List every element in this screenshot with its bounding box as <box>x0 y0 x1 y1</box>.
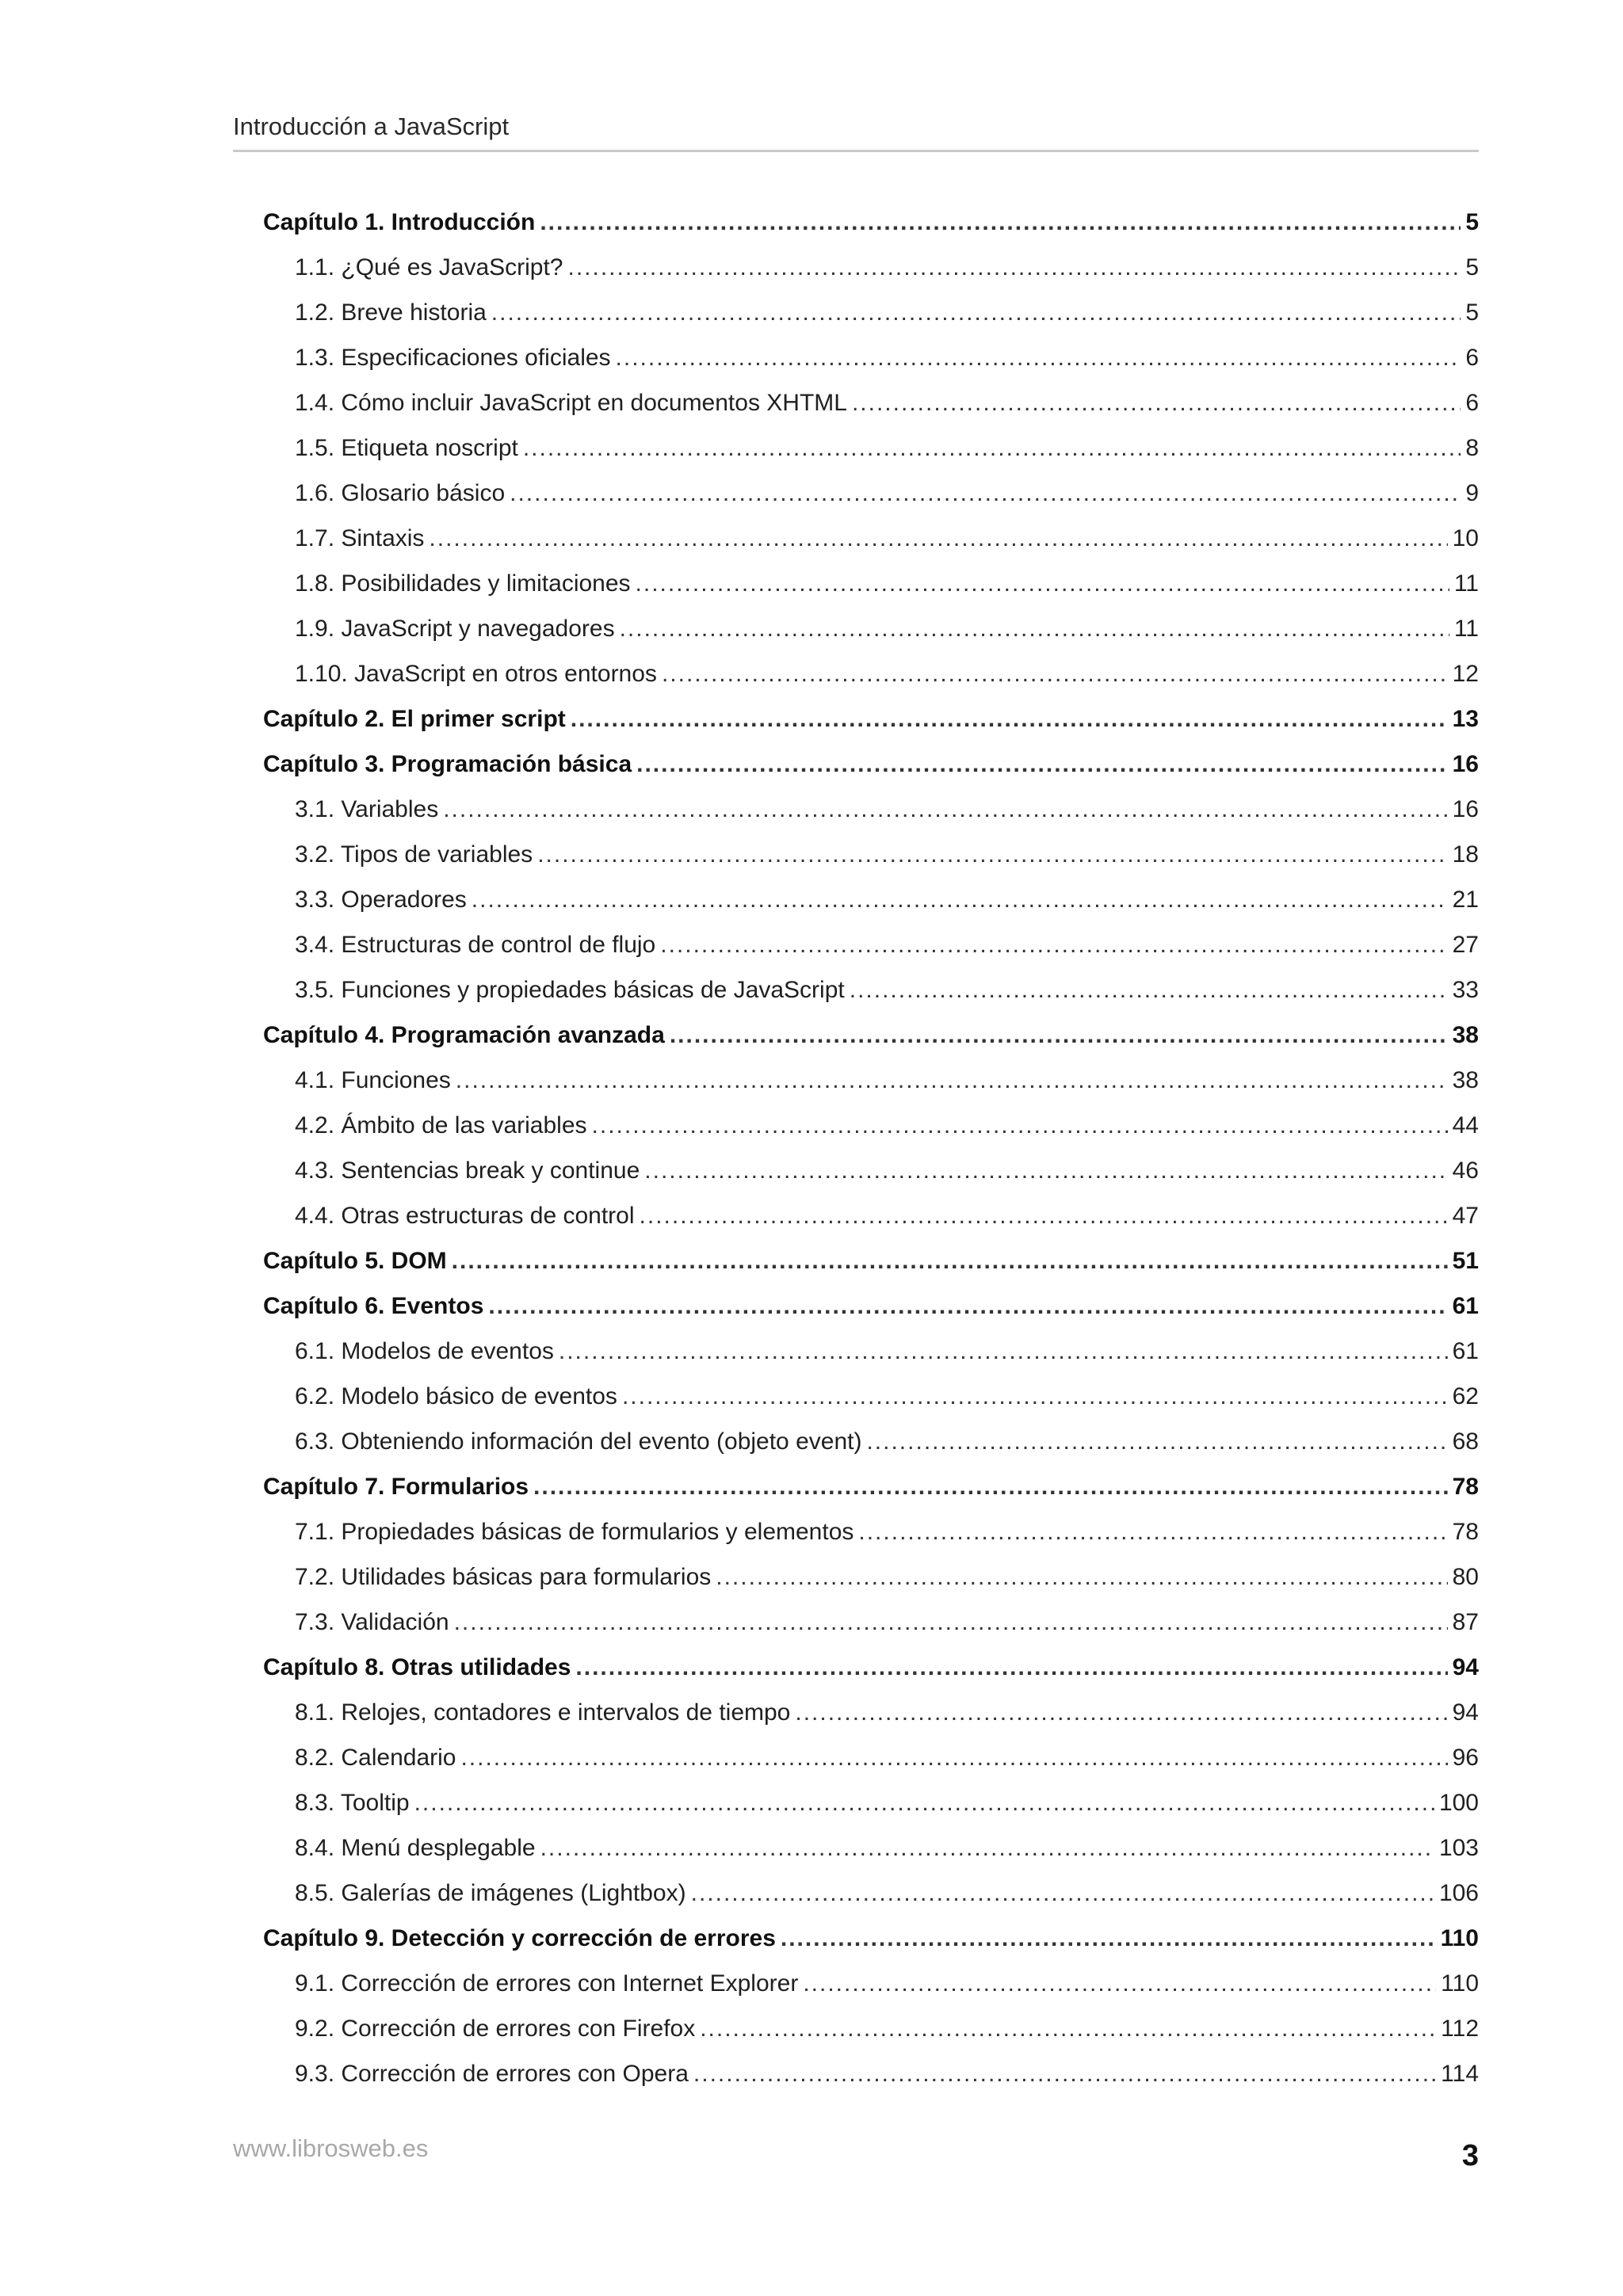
toc-dot-leader <box>866 1419 1447 1464</box>
toc-entry-label: 3.3. Operadores <box>295 887 467 913</box>
toc-section-entry[interactable] <box>263 1148 1479 1193</box>
toc-dot-leader <box>575 1645 1447 1690</box>
toc-dot-leader <box>693 2051 1436 2096</box>
toc-section-entry[interactable] <box>263 1374 1479 1419</box>
toc-entry-page: 110 <box>1440 1925 1479 1951</box>
toc-dot-leader <box>795 1690 1447 1735</box>
toc-section-entry[interactable] <box>263 2051 1479 2096</box>
toc-dot-leader <box>454 1600 1448 1645</box>
table-of-contents <box>263 200 1479 2096</box>
toc-dot-leader <box>559 1329 1448 1374</box>
toc-dot-leader <box>523 425 1461 471</box>
toc-entry-label: Capítulo 9. Detección y corrección de errores <box>263 1925 776 1951</box>
toc-dot-leader <box>858 1509 1447 1554</box>
toc-entry-page: 18 <box>1452 841 1479 868</box>
toc-section-entry[interactable] <box>263 471 1479 516</box>
toc-chapter-entry[interactable] <box>263 1645 1479 1690</box>
toc-dot-leader <box>429 516 1447 561</box>
toc-entry-label: 6.3. Obteniendo información del evento (objeto event) <box>295 1428 862 1455</box>
toc-dot-leader <box>540 200 1461 245</box>
toc-entry-page: 94 <box>1452 1654 1479 1680</box>
toc-entry-label: 7.3. Validación <box>295 1609 449 1635</box>
toc-dot-leader <box>852 380 1461 425</box>
toc-entry-page: 78 <box>1452 1474 1479 1500</box>
page-number: 3 <box>1461 2139 1479 2172</box>
toc-entry-page: 94 <box>1452 1699 1479 1726</box>
toc-section-entry[interactable] <box>263 1193 1479 1238</box>
toc-dot-leader <box>414 1780 1434 1825</box>
toc-section-entry[interactable] <box>263 606 1479 651</box>
footer-website[interactable]: www.librosweb.es <box>233 2134 429 2162</box>
toc-entry-label: 6.2. Modelo básico de eventos <box>295 1383 617 1409</box>
toc-section-entry[interactable] <box>263 290 1479 335</box>
toc-entry-label: 1.8. Posibilidades y limitaciones <box>295 570 631 597</box>
toc-dot-leader <box>622 1374 1448 1419</box>
toc-section-entry[interactable] <box>263 651 1479 696</box>
toc-dot-leader <box>571 696 1448 742</box>
toc-entry-label: 1.4. Cómo incluir JavaScript en documentos XHTML <box>295 390 847 416</box>
toc-entry-label: Capítulo 7. Formularios <box>263 1474 529 1500</box>
toc-entry-label: 8.3. Tooltip <box>295 1790 410 1816</box>
toc-entry-label: 1.7. Sintaxis <box>295 525 425 551</box>
toc-entry-label: 8.2. Calendario <box>295 1745 456 1771</box>
toc-entry-label: 1.9. JavaScript y navegadores <box>295 616 615 642</box>
toc-entry-page: 100 <box>1438 1790 1479 1816</box>
toc-dot-leader <box>472 877 1448 922</box>
toc-entry-page: 5 <box>1465 254 1479 280</box>
toc-dot-leader <box>850 967 1448 1013</box>
toc-entry-label: Capítulo 8. Otras utilidades <box>263 1654 571 1680</box>
toc-entry-label: 4.1. Funciones <box>295 1067 451 1093</box>
toc-entry-page: 9 <box>1465 480 1479 506</box>
toc-section-entry[interactable] <box>263 1690 1479 1735</box>
toc-section-entry[interactable] <box>263 1961 1479 2006</box>
toc-entry-page: 8 <box>1465 435 1479 461</box>
toc-entry-label: 1.5. Etiqueta noscript <box>295 435 518 461</box>
toc-entry-label: 7.2. Utilidades básicas para formularios <box>295 1564 712 1590</box>
toc-entry-page: 33 <box>1452 977 1479 1003</box>
toc-dot-leader <box>592 1103 1448 1148</box>
toc-dot-leader <box>540 1825 1434 1871</box>
toc-chapter-entry[interactable] <box>263 1238 1479 1283</box>
toc-section-entry[interactable] <box>263 1600 1479 1645</box>
toc-dot-leader <box>510 471 1461 516</box>
toc-dot-leader <box>620 606 1449 651</box>
toc-dot-leader <box>640 1193 1448 1238</box>
toc-entry-page: 47 <box>1452 1203 1479 1229</box>
toc-dot-leader <box>488 1283 1447 1329</box>
toc-entry-page: 16 <box>1452 751 1479 777</box>
toc-section-entry[interactable] <box>263 425 1479 471</box>
toc-entry-page: 96 <box>1452 1745 1479 1771</box>
toc-entry-label: 3.2. Tipos de variables <box>295 841 533 868</box>
toc-entry-label: 9.1. Corrección de errores con Internet Explorer <box>295 1970 799 1997</box>
toc-chapter-entry[interactable] <box>263 200 1479 245</box>
toc-entry-page: 68 <box>1452 1428 1479 1455</box>
toc-section-entry[interactable] <box>263 967 1479 1013</box>
toc-entry-label: 3.5. Funciones y propiedades básicas de JavaScript <box>295 977 845 1003</box>
page-header <box>233 109 1479 152</box>
toc-entry-page: 5 <box>1465 209 1479 235</box>
toc-entry-label: 4.4. Otras estructuras de control <box>295 1203 635 1229</box>
toc-section-entry[interactable] <box>263 2006 1479 2051</box>
toc-entry-page: 61 <box>1452 1338 1479 1364</box>
toc-entry-page: 16 <box>1452 796 1479 822</box>
toc-section-entry[interactable] <box>263 1058 1479 1103</box>
toc-chapter-entry[interactable] <box>263 1916 1479 1961</box>
toc-chapter-entry[interactable] <box>263 1013 1479 1058</box>
toc-entry-label: 1.1. ¿Qué es JavaScript? <box>295 254 563 280</box>
toc-dot-leader <box>460 1735 1447 1780</box>
toc-section-entry[interactable] <box>263 245 1479 290</box>
toc-dot-leader <box>662 651 1448 696</box>
toc-entry-label: 8.5. Galerías de imágenes (Lightbox) <box>295 1880 686 1906</box>
toc-section-entry[interactable] <box>263 380 1479 425</box>
toc-chapter-entry[interactable] <box>263 1464 1479 1509</box>
toc-entry-page: 80 <box>1452 1564 1479 1590</box>
toc-entry-page: 11 <box>1453 570 1479 597</box>
toc-chapter-entry[interactable] <box>263 696 1479 742</box>
toc-dot-leader <box>452 1238 1448 1283</box>
toc-dot-leader <box>691 1871 1434 1916</box>
toc-section-entry[interactable] <box>263 832 1479 877</box>
toc-entry-page: 87 <box>1452 1609 1479 1635</box>
toc-dot-leader <box>644 1148 1447 1193</box>
toc-dot-leader <box>700 2006 1436 2051</box>
toc-dot-leader <box>443 787 1447 832</box>
toc-dot-leader <box>636 561 1449 606</box>
toc-entry-label: 9.3. Corrección de errores con Opera <box>295 2061 689 2087</box>
toc-dot-leader <box>781 1916 1436 1961</box>
toc-dot-leader <box>716 1554 1447 1600</box>
toc-entry-label: 9.2. Corrección de errores con Firefox <box>295 2016 696 2042</box>
toc-entry-page: 103 <box>1438 1835 1479 1861</box>
toc-chapter-entry[interactable] <box>263 742 1479 787</box>
toc-entry-page: 112 <box>1441 2016 1479 2042</box>
toc-section-entry[interactable] <box>263 1554 1479 1600</box>
toc-entry-label: 1.10. JavaScript en otros entornos <box>295 661 657 687</box>
toc-dot-leader <box>616 335 1461 380</box>
toc-entry-page: 46 <box>1452 1158 1479 1184</box>
toc-entry-page: 27 <box>1452 932 1479 958</box>
toc-entry-page: 51 <box>1452 1248 1479 1274</box>
toc-entry-label: 8.4. Menú desplegable <box>295 1835 536 1861</box>
toc-entry-label: Capítulo 1. Introducción <box>263 209 536 235</box>
toc-entry-page: 114 <box>1441 2061 1479 2087</box>
toc-section-entry[interactable] <box>263 1871 1479 1916</box>
toc-entry-page: 11 <box>1453 616 1479 642</box>
toc-section-entry[interactable] <box>263 1103 1479 1148</box>
toc-dot-leader <box>636 742 1447 787</box>
toc-dot-leader <box>670 1013 1448 1058</box>
toc-entry-label: 3.1. Variables <box>295 796 439 822</box>
toc-entry-page: 12 <box>1452 661 1479 687</box>
toc-entry-label: Capítulo 5. DOM <box>263 1248 447 1274</box>
toc-entry-label: 4.3. Sentencias break y continue <box>295 1158 640 1184</box>
toc-entry-label: Capítulo 3. Programación básica <box>263 751 632 777</box>
toc-section-entry[interactable] <box>263 1329 1479 1374</box>
toc-entry-label: 1.6. Glosario básico <box>295 480 506 506</box>
toc-section-entry[interactable] <box>263 561 1479 606</box>
toc-entry-label: 7.1. Propiedades básicas de formularios y elementos <box>295 1519 854 1545</box>
toc-entry-page: 78 <box>1452 1519 1479 1545</box>
toc-entry-label: 4.2. Ámbito de las variables <box>295 1112 587 1138</box>
toc-dot-leader <box>533 1464 1448 1509</box>
toc-entry-page: 5 <box>1465 299 1479 326</box>
toc-entry-page: 6 <box>1465 390 1479 416</box>
toc-dot-leader <box>537 832 1447 877</box>
toc-section-entry[interactable] <box>263 335 1479 380</box>
toc-entry-page: 106 <box>1438 1880 1479 1906</box>
toc-section-entry[interactable] <box>263 1825 1479 1871</box>
toc-dot-leader <box>456 1058 1448 1103</box>
toc-section-entry[interactable] <box>263 516 1479 561</box>
toc-entry-page: 38 <box>1452 1022 1479 1048</box>
toc-dot-leader <box>803 1961 1436 2006</box>
toc-entry-label: Capítulo 4. Programación avanzada <box>263 1022 665 1048</box>
toc-entry-label: 3.4. Estructuras de control de flujo <box>295 932 656 958</box>
toc-section-entry[interactable] <box>263 922 1479 967</box>
toc-entry-page: 6 <box>1465 345 1479 371</box>
toc-entry-label: 1.3. Especificaciones oficiales <box>295 345 611 371</box>
toc-section-entry[interactable] <box>263 787 1479 832</box>
toc-entry-label: Capítulo 6. Eventos <box>263 1293 484 1319</box>
toc-section-entry[interactable] <box>263 1419 1479 1464</box>
toc-section-entry[interactable] <box>263 1735 1479 1780</box>
toc-dot-leader <box>491 290 1461 335</box>
toc-entry-label: 1.2. Breve historia <box>295 299 487 326</box>
toc-entry-page: 21 <box>1452 887 1479 913</box>
toc-section-entry[interactable] <box>263 1780 1479 1825</box>
toc-entry-page: 44 <box>1452 1112 1479 1138</box>
toc-dot-leader <box>660 922 1447 967</box>
toc-entry-page: 38 <box>1452 1067 1479 1093</box>
toc-entry-page: 110 <box>1441 1970 1479 1997</box>
toc-entry-page: 62 <box>1452 1383 1479 1409</box>
toc-section-entry[interactable] <box>263 1509 1479 1554</box>
toc-entry-label: Capítulo 2. El primer script <box>263 706 566 732</box>
toc-entry-label: 8.1. Relojes, contadores e intervalos de tiempo <box>295 1699 791 1726</box>
toc-section-entry[interactable] <box>263 877 1479 922</box>
toc-chapter-entry[interactable] <box>263 1283 1479 1329</box>
document-title: Introducción a JavaScript <box>233 113 510 140</box>
toc-entry-label: 6.1. Modelos de eventos <box>295 1338 554 1364</box>
toc-dot-leader <box>568 245 1461 290</box>
toc-entry-page: 10 <box>1452 525 1479 551</box>
toc-entry-page: 61 <box>1452 1293 1479 1319</box>
toc-entry-page: 13 <box>1452 706 1479 732</box>
